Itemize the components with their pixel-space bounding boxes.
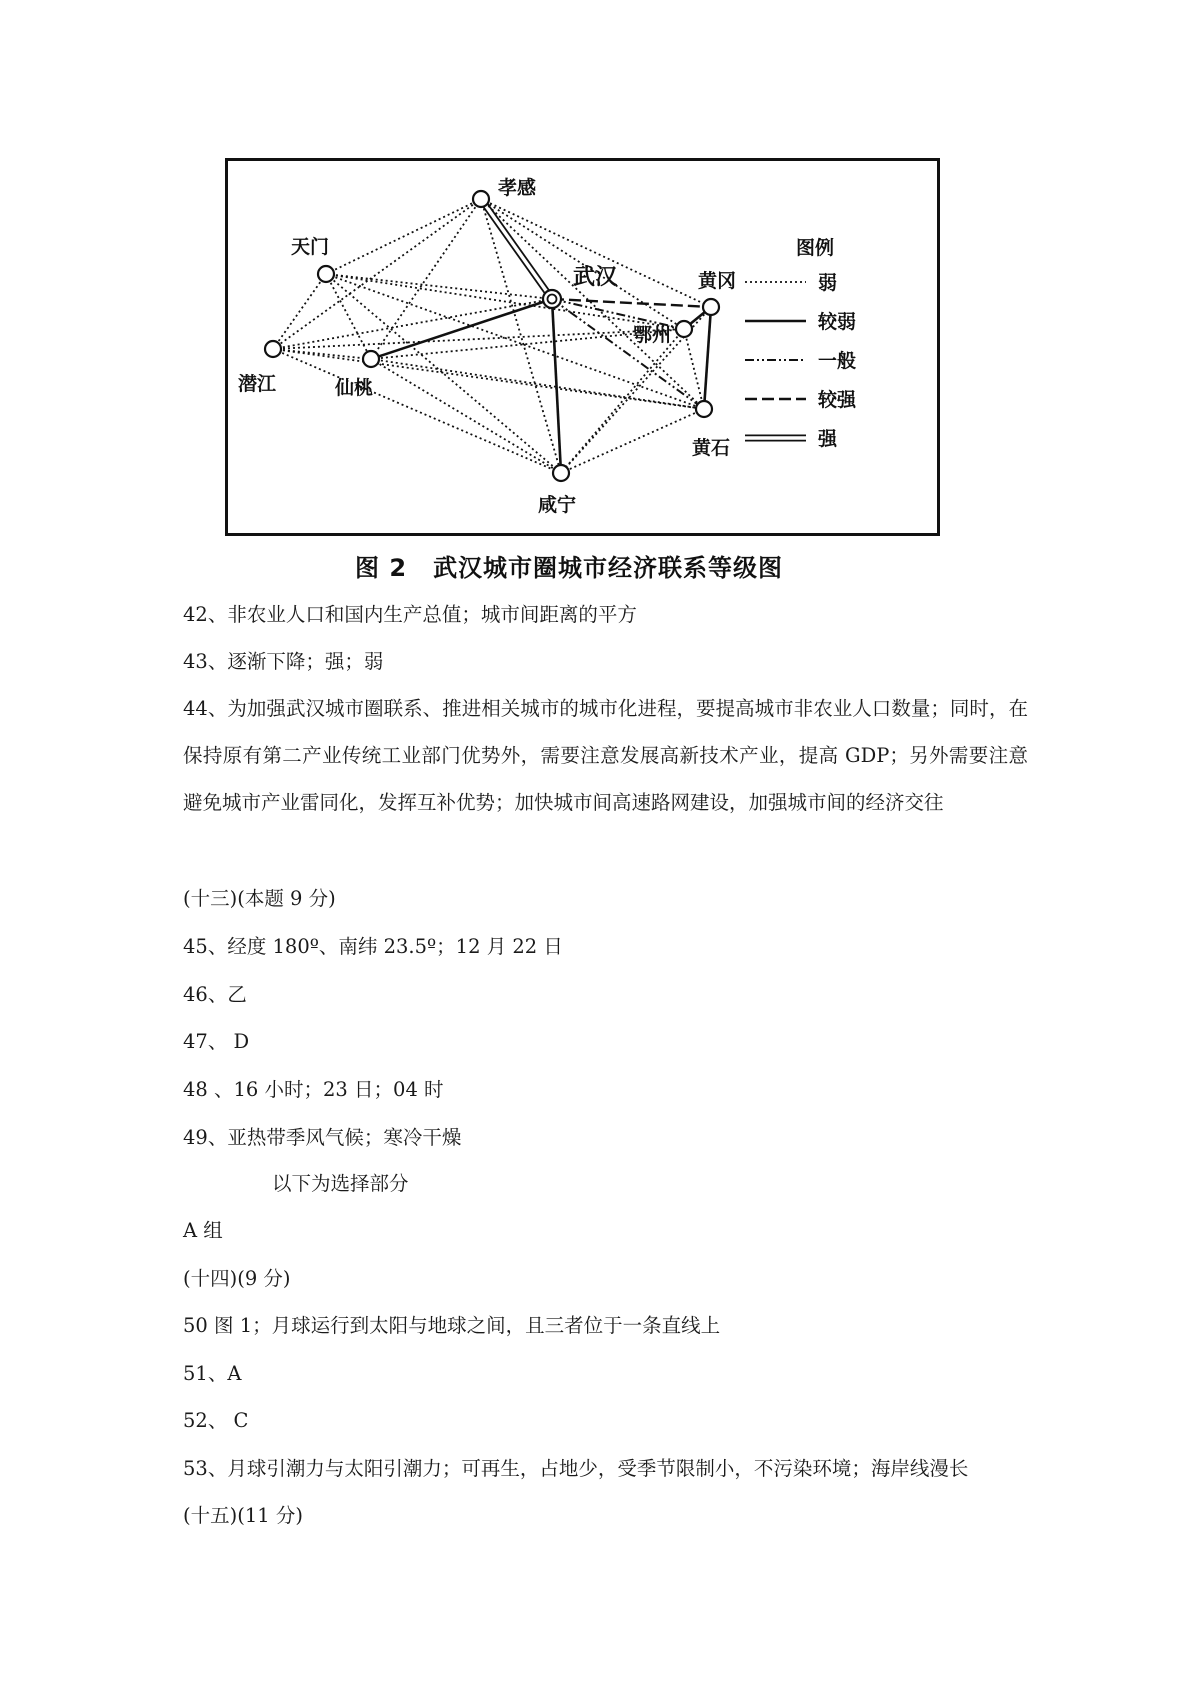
city-label-xiantao: 仙桃 (335, 377, 374, 399)
city-marker (696, 401, 712, 417)
legend-title: 图例 (796, 237, 835, 259)
link-wuhan-huangshi (552, 299, 704, 409)
city-marker (318, 266, 334, 282)
city-node-tianmen (291, 235, 334, 282)
city-node-xiantao (334, 351, 379, 399)
choice-section-intro: 以下为选择部分 (272, 1172, 409, 1195)
city-node-ezhou (633, 321, 692, 346)
link-huanggang-huangshi (704, 307, 711, 409)
city-label-tianmen: 天门 (291, 236, 330, 258)
city-marker (543, 290, 561, 308)
link-xiaogan-ezhou (481, 199, 684, 329)
answer-45: 45、经度 180º、南纬 23.5º；12 月 22 日 (183, 935, 563, 958)
city-node-xianning (538, 465, 576, 516)
section-14-heading: (十四)(9 分) (183, 1267, 291, 1290)
section-15-heading: (十五)(11 分) (183, 1504, 303, 1527)
group-a-heading: A 组 (183, 1219, 223, 1242)
city-marker (703, 299, 719, 315)
link-huangshi-xianning (561, 409, 704, 473)
legend-label-stronger: 较强 (818, 389, 857, 411)
answer-47: 47、 D (183, 1030, 250, 1053)
link-xiaogan-qianjiang (273, 199, 481, 349)
link-qianjiang-xiantao (273, 349, 371, 359)
answer-43: 43、逐渐下降；强；弱 (183, 650, 384, 673)
city-label-xianning: 咸宁 (538, 494, 577, 516)
legend-label-medium: 一般 (818, 350, 857, 372)
link-qianjiang-ezhou (273, 329, 684, 349)
link-xiaogan-huangshi (481, 199, 704, 409)
answer-49: 49、亚热带季风气候；寒冷干燥 (183, 1126, 462, 1149)
answer-53: 53、月球引潮力与太阳引潮力；可再生，占地少，受季节限制小，不污染环境；海岸线漫长 (183, 1457, 969, 1480)
figure-caption-number: 图 2 (355, 554, 408, 582)
figure-caption (355, 548, 875, 583)
link-wuhan-xianning (552, 299, 561, 473)
city-label-huangshi: 黄石 (692, 437, 731, 459)
link-xiaogan-xiantao (371, 199, 481, 359)
city-label-xiaogan: 孝感 (498, 177, 537, 199)
city-label-ezhou: 鄂州 (633, 324, 672, 346)
link-xiantao-xianning (371, 359, 561, 473)
link-tianmen-qianjiang (273, 274, 326, 349)
city-label-wuhan: 武汉 (573, 265, 618, 290)
answer-42: 42、非农业人口和国内生产总值；城市间距离的平方 (183, 603, 637, 626)
section-13-heading: (十三)(本题 9 分) (183, 887, 336, 910)
answer-50: 50 图 1；月球运行到太阳与地球之间，且三者位于一条直线上 (183, 1314, 721, 1337)
city-marker (473, 191, 489, 207)
city-node-qianjiang (238, 341, 281, 395)
city-marker (553, 465, 569, 481)
link-wuhan-huanggang (552, 299, 711, 307)
city-label-qianjiang: 潜江 (238, 373, 277, 395)
link-xiantao-huangshi (371, 359, 704, 409)
link-qianjiang-wuhan (273, 299, 552, 349)
city-node-xiaogan (473, 176, 536, 207)
legend-swatch-strong (745, 435, 806, 440)
legend-label-weak: 弱 (818, 272, 838, 294)
legend-label-weaker: 较弱 (818, 311, 857, 333)
answer-44: 44、为加强武汉城市圈联系、推进相关城市的城市化进程，要提高城市非农业人口数量；同时，在保持原有第二产业传统工业部门优势外，需要注意发展高新技术产业，提高 GDP；另外需要注意避免城市产业雷同化，发挥互补优势；加快城市间高速路网建设，加强城市间的经济交往 (183, 697, 1028, 814)
answer-46: 46、乙 (183, 983, 247, 1006)
legend-label-strong: 强 (818, 428, 838, 450)
figure-caption-title: 武汉城市圈城市经济联系等级图 (433, 554, 784, 582)
city-label-huanggang: 黄冈 (698, 270, 737, 292)
city-marker (363, 351, 379, 367)
city-node-huanggang (698, 269, 736, 315)
link-qianjiang-xianning (273, 349, 561, 473)
answer-48: 48 、16 小时；23 日；04 时 (183, 1078, 444, 1101)
city-marker (265, 341, 281, 357)
diagram-canvas (228, 161, 937, 533)
link-xiaogan-wuhan (479, 197, 554, 300)
link-xiaogan-tianmen (326, 199, 481, 274)
city-marker (676, 321, 692, 337)
city-node-huangshi (692, 401, 730, 459)
economic-link-diagram (225, 158, 940, 536)
answer-52: 52、 C (183, 1409, 249, 1432)
answer-51: 51、A (183, 1362, 242, 1385)
